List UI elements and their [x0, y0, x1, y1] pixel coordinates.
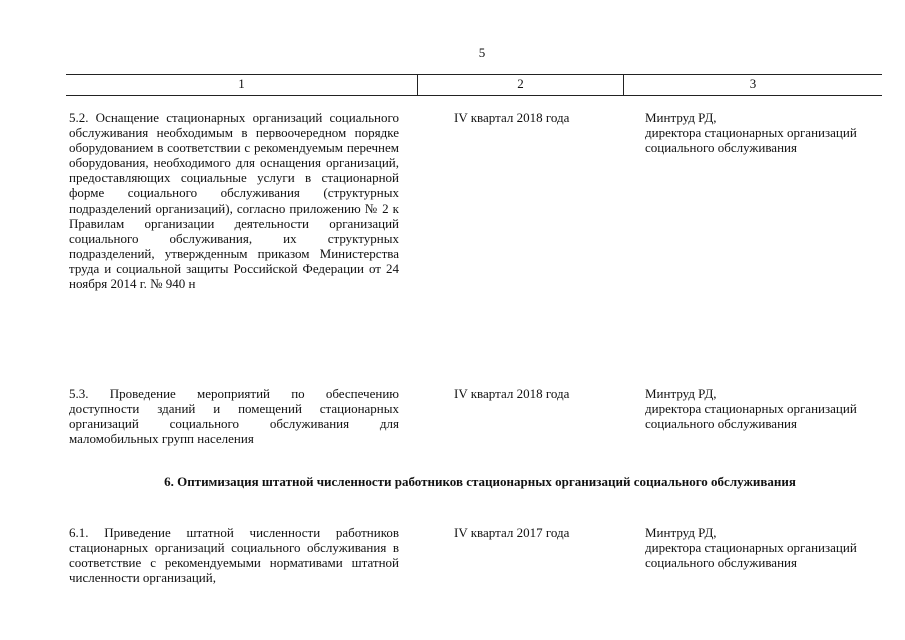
- row-6-1-deadline: IV квартал 2017 года: [454, 525, 570, 540]
- row-5-2-text: 5.2. Оснащение стационарных организаций социального обслуживания необходимым в первоочередном порядке оборудованием в соответствии с рекомендуемым перечнем оборудования, необходимого для оснащения организаций, предоставляющих социальные услуги в стационарной форме социального обслуживания (структурных подразделений организаций), согласно приложению № 2 к Правилам организации деятельности организаций социального обслуживания, их структурных подразделений, утвержденным приказом Министерства труда и социальной защиты Российской Федерации от 24 ноября 2014 г. № 940 н: [69, 110, 399, 292]
- header-col-3: 3: [749, 76, 757, 91]
- row-5-2-deadline: IV квартал 2018 года: [454, 110, 570, 125]
- page-number: 5: [478, 45, 486, 60]
- section-title: 6. Оптимизация штатной численности работников стационарных организаций социального обслуживания: [164, 474, 796, 489]
- row-5-2-responsible: Минтруд РД, директора стационарных организаций социального обслуживания: [645, 110, 857, 156]
- row-6-1-text: 6.1. Приведение штатной численности работников стационарных организаций социального обслуживания в соответствие с рекомендуемыми нормативами штатной численности организаций,: [69, 525, 399, 586]
- row-5-3-deadline: IV квартал 2018 года: [454, 386, 570, 401]
- header-col-1: 1: [66, 75, 418, 95]
- row-5-3-responsible: Минтруд РД, директора стационарных организаций социального обслуживания: [645, 386, 857, 432]
- row-5-3-text: 5.3. Проведение мероприятий по обеспечению доступности зданий и помещений стационарных организаций социального обслуживания для маломобильных групп населения: [69, 386, 399, 447]
- header-col-2: 2: [418, 75, 624, 95]
- table-header: [66, 74, 882, 96]
- row-6-1-responsible: Минтруд РД, директора стационарных организаций социального обслуживания: [645, 525, 857, 571]
